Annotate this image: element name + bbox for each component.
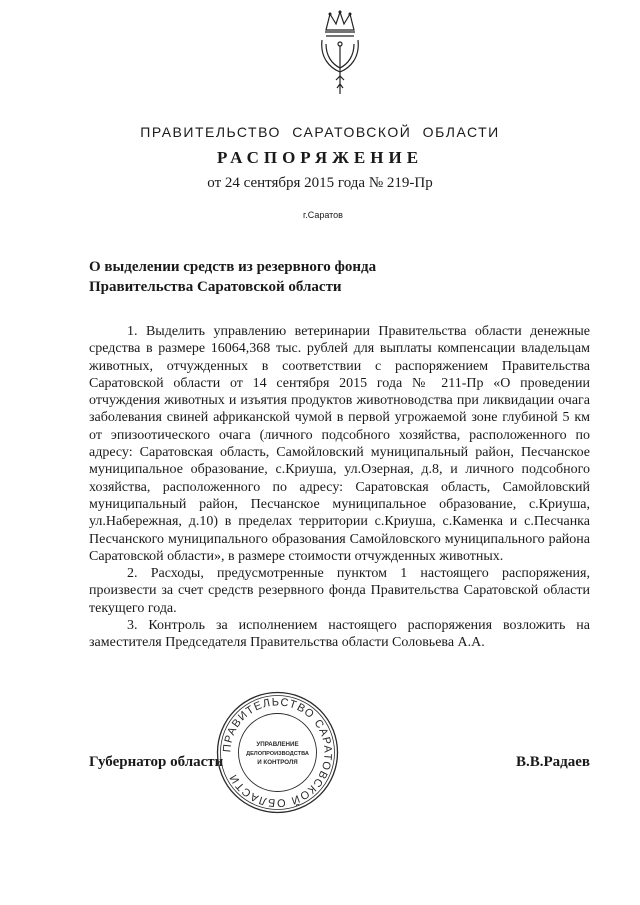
document-subject [89,257,489,297]
subject-line-1: О выделении средств из резервного фонда [89,259,377,275]
paragraph-1: 1. Выделить управлению ветеринарии Правительства области денежные средства в размере 16064,368 тыс. рублей для выплаты компенсации владельцам животных, отчужденных в соответствии с распоряжением Правительства Саратовской области от 14 сентября 2015 года № 211-Пр «О проведении отчуждения животных и изъятия продуктов животноводства при ликвидации очага заболевания свиней африканской чумой в первой угрожаемой зоне глубиной 5 км от эпизоотического очага (личного подсобного хозяйства, расположенного по адресу: Саратовская область, Самойловский муниципальный район, Песчанское муниципальное образование, с.Криуша, ул.Озерная, д.8, и личного подсобного хозяйства, расположенного по адресу: Саратовская область, Самойловский муниципальный район, Песчанское муниципальное образование, с.Криуша, ул.Набережная, д.10) в пределах территории с.Криуша, с.Каменка и с.Песчанка Песчанского муниципального образования Самойловского муниципального района Саратовской области», в размере стоимости отчужденных животных. [89,324,590,564]
stamp-line-1: УПРАВЛЕНИЕ [256,741,299,748]
crown-emblem-icon [310,10,370,100]
government-title: ПРАВИТЕЛЬСТВО САРАТОВСКОЙ ОБЛАСТИ [140,124,500,140]
document-city: г.Саратов [303,210,343,220]
signatory-name: В.В.Радаев [515,754,590,770]
official-stamp [215,690,340,815]
document-type: РАСПОРЯЖЕНИЕ [216,148,424,167]
svg-text:ПРАВИТЕЛЬСТВО САРАТОВСКОЙ ОБЛА: ПРАВИТЕЛЬСТВО САРАТОВСКОЙ ОБЛАСТИ [221,696,334,809]
signatory-role: Губернатор области [89,754,224,770]
document-body [89,323,590,652]
stamp-line-2: ДЕЛОПРОИЗВОДСТВА [246,751,309,757]
paragraph-3: 3. Контроль за исполнением настоящего распоряжения возложить на заместителя Председателя Правительства области Соловьева А.А. [89,618,590,651]
subject-line-2: Правительства Саратовской области [89,279,342,295]
stamp-line-3: И КОНТРОЛЯ [257,759,298,766]
paragraph-2: 2. Расходы, предусмотренные пунктом 1 настоящего распоряжения, произвести за счет средств резервного фонда Правительства Саратовской области текущего года. [89,566,590,616]
document-date-number: от 24 сентября 2015 года № 219-Пр [207,175,433,191]
